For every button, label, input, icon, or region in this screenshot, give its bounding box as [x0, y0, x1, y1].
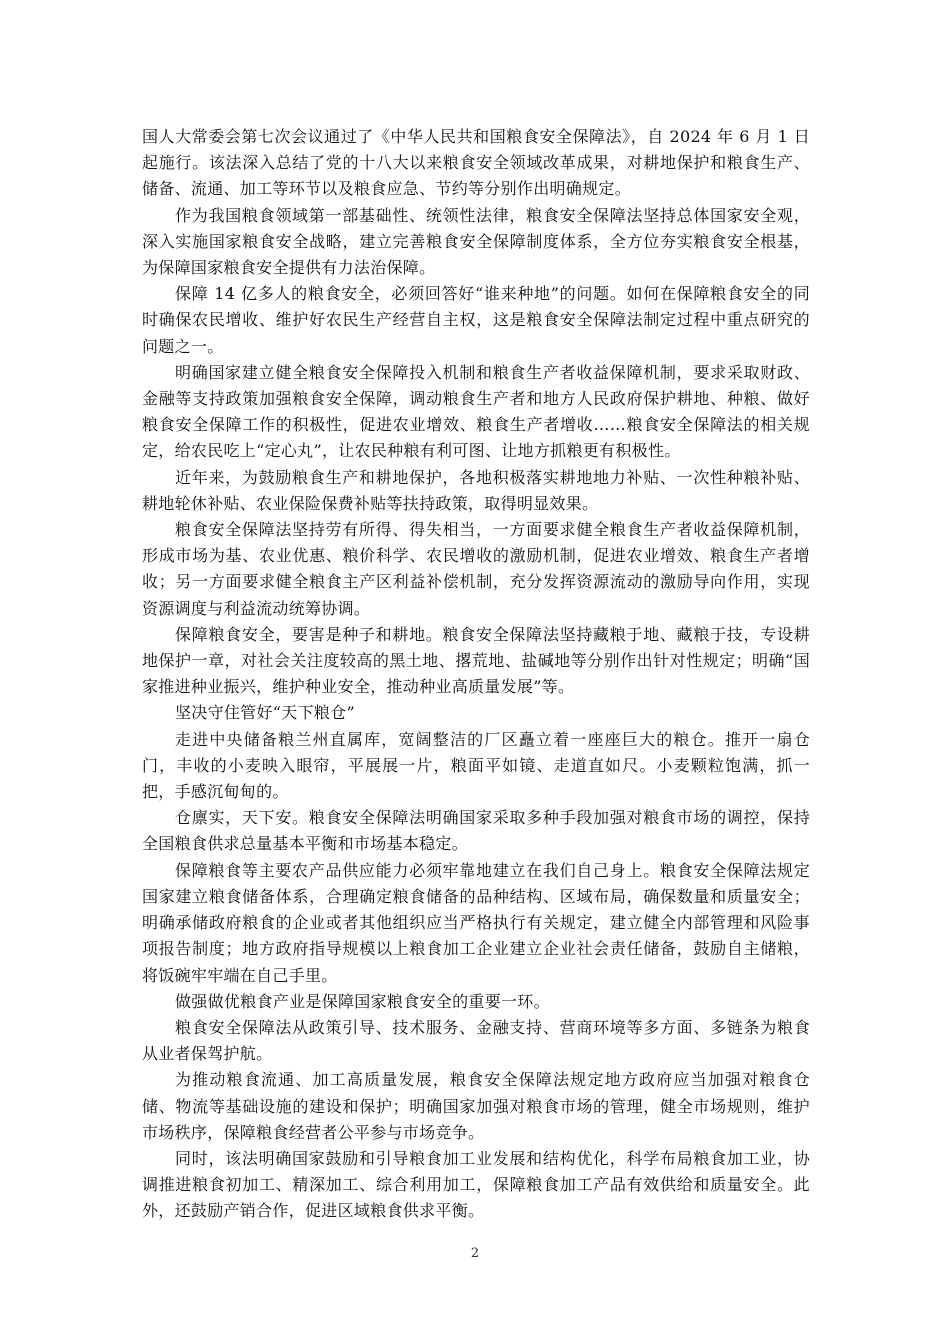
paragraph: 粮食安全保障法从政策引导、技术服务、金融支持、营商环境等多方面、多链条为粮食从业者保驾护航。	[142, 1017, 810, 1064]
paragraph: 粮食安全保障法坚持劳有所得、得失相当，一方面要求健全粮食生产者收益保障机制，形成市场为基、农业优惠、粮价科学、农民增收的激励机制，促进农业增效、粮食生产者增收；另一方面要求健全粮食主产区利益补偿机制，充分发挥资源流动的激励导向作用，实现资源调度与利益流动统筹协调。	[142, 520, 810, 618]
section-heading: 坚决守住管好“天下粮仓”	[175, 703, 355, 723]
paragraph: 保障 14 亿多人的粮食安全，必须回答好“谁来种地”的问题。如何在保障粮食安全的同时确保农民增收、维护好农民生产经营自主权，这是粮食安全保障法制定过程中重点研究的问题之一。	[142, 284, 810, 356]
document-body	[142, 124, 810, 1225]
paragraph-continuation: 国人大常委会第七次会议通过了《中华人民共和国粮食安全保障法》，自 2024 年 6 月 1 日起施行。该法深入总结了党的十八大以来粮食安全领域改革成果，对耕地保护和粮食生产、储备、流通、加工等环节以及粮食应急、节约等分别作出明确规定。	[142, 127, 810, 199]
paragraph: 同时，该法明确国家鼓励和引导粮食加工业发展和结构优化，科学布局粮食加工业，协调推进粮食初加工、精深加工、综合利用加工，保障粮食加工产品有效供给和质量安全。此外，还鼓励产销合作，促进区域粮食供求平衡。	[142, 1148, 810, 1221]
page-number: 2	[470, 1246, 480, 1261]
paragraph: 为推动粮食流通、加工高质量发展，粮食安全保障法规定地方政府应当加强对粮食仓储、物流等基础设施的建设和保护；明确国家加强对粮食市场的管理，健全市场规则，维护市场秩序，保障粮食经营者公平参与市场竞争。	[142, 1070, 810, 1142]
paragraph: 保障粮食等主要农产品供应能力必须牢靠地建立在我们自己身上。粮食安全保障法规定国家建立粮食储备体系，合理确定粮食储备的品种结构、区域布局，确保数量和质量安全；明确承储政府粮食的企业或者其他组织应当严格执行有关规定，建立健全内部管理和风险事项报告制度；地方政府指导规模以上粮食加工企业建立企业社会责任储备，鼓励自主储粮，将饭碗牢牢端在自己手里。	[142, 860, 810, 985]
paragraph: 保障粮食安全，要害是种子和耕地。粮食安全保障法坚持藏粮于地、藏粮于技，专设耕地保护一章，对社会关注度较高的黑土地、撂荒地、盐碱地等分别作出针对性规定；明确“国家推进种业振兴，维护种业安全，推动种业高质量发展”等。	[142, 624, 810, 697]
paragraph: 仓廪实，天下安。粮食安全保障法明确国家采取多种手段加强对粮食市场的调控，保持全国粮食供求总量基本平衡和市场基本稳定。	[142, 808, 810, 854]
paragraph: 明确国家建立健全粮食安全保障投入机制和粮食生产者收益保障机制，要求采取财政、金融等支持政策加强粮食安全保障，调动粮食生产者和地方人民政府保护耕地、种粮、做好粮食安全保障工作的积极性，促进农业增效、粮食生产者增收……粮食安全保障法的相关规定，给农民吃上“定心丸”，让农民种粮有利可图、让地方抓粮更有积极性。	[142, 362, 810, 461]
paragraph: 做强做优粮食产业是保障国家粮食安全的重要一环。	[175, 991, 550, 1011]
paragraph: 走进中央储备粮兰州直属库，宽阔整洁的厂区矗立着一座座巨大的粮仓。推开一扇仓门，丰收的小麦映入眼帘，平展展一片，粮面平如镜、走道直如尺。小麦颗粒饱满，抓一把，手感沉甸甸的。	[142, 729, 810, 802]
paragraph: 近年来，为鼓励粮食生产和耕地保护，各地积极落实耕地地力补贴、一次性种粮补贴、耕地轮休补贴、农业保险保费补贴等扶持政策，取得明显效果。	[142, 467, 810, 513]
paragraph: 作为我国粮食领域第一部基础性、统领性法律，粮食安全保障法坚持总体国家安全观，深入实施国家粮食安全战略，建立完善粮食安全保障制度体系，全方位夯实粮食安全根基，为保障国家粮食安全提供有力法治保障。	[142, 205, 810, 278]
